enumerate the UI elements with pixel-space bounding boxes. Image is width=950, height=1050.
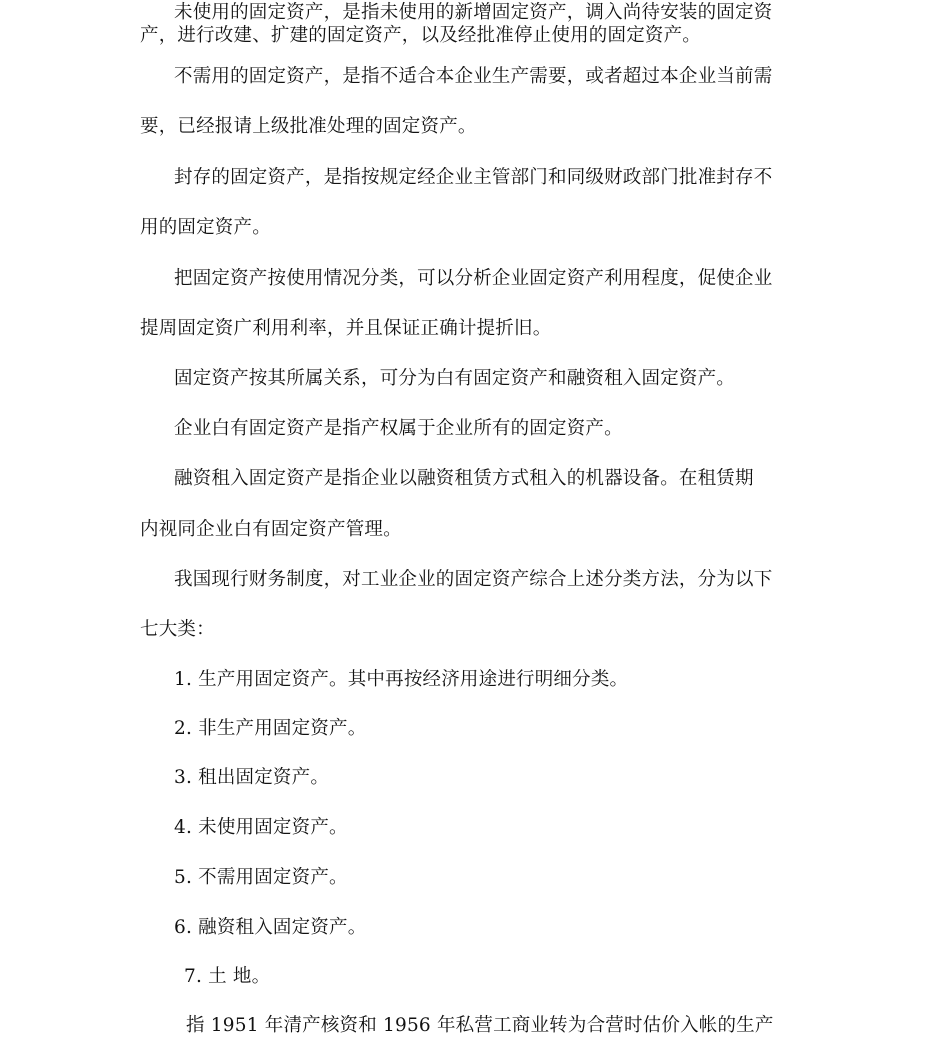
paragraph-line: 用的固定资产。 (140, 217, 271, 238)
paragraph-line: 提周固定资广利用利率，并且保证正确计提折旧。 (140, 318, 552, 339)
list-item: 5. 不需用固定资产。 (174, 867, 348, 888)
paragraph-line: 产，进行改建、扩建的固定资产，以及经批准停止使用的固定资产。 (140, 25, 702, 46)
paragraph-line: 把固定资产按使用情况分类，可以分析企业固定资产利用程度，促使企业 (174, 268, 773, 289)
paragraph-line: 未使用的固定资产，是指未使用的新增固定资产，调入尚待安装的固定资 (174, 2, 773, 23)
paragraph-line: 企业白有固定资产是指产权属于企业所有的固定资产。 (174, 418, 623, 439)
paragraph-line: 指 1951 年清产核资和 1956 年私营工商业转为合营时估价入帐的生产 (186, 1015, 774, 1036)
paragraph-line: 不需用的固定资产，是指不适合本企业生产需要，或者超过本企业当前需 (174, 66, 773, 87)
paragraph-line: 七大类： (140, 619, 215, 640)
paragraph-line: 固定资产按其所属关系，可分为白有固定资产和融资租入固定资产。 (174, 368, 736, 389)
list-item: 3. 租出固定资产。 (174, 767, 330, 788)
list-item: 6. 融资租入固定资产。 (174, 917, 367, 938)
paragraph-line: 内视同企业白有固定资产管理。 (140, 519, 402, 540)
paragraph-line: 要，已经报请上级批准处理的固定资产。 (140, 116, 477, 137)
paragraph-line: 我国现行财务制度，对工业企业的固定资产综合上述分类方法，分为以下 (174, 569, 773, 590)
list-item: 4. 未使用固定资产。 (174, 817, 348, 838)
list-item: 7. 土 地。 (184, 966, 271, 987)
list-item: 1. 生产用固定资产。其中再按经济用途进行明细分类。 (174, 669, 629, 690)
paragraph-line: 融资租入固定资产是指企业以融资租赁方式租入的机器设备。在租赁期 (174, 468, 754, 489)
paragraph-line: 封存的固定资产，是指按规定经企业主管部门和同级财政部门批准封存不 (174, 167, 773, 188)
list-item: 2. 非生产用固定资产。 (174, 718, 367, 739)
